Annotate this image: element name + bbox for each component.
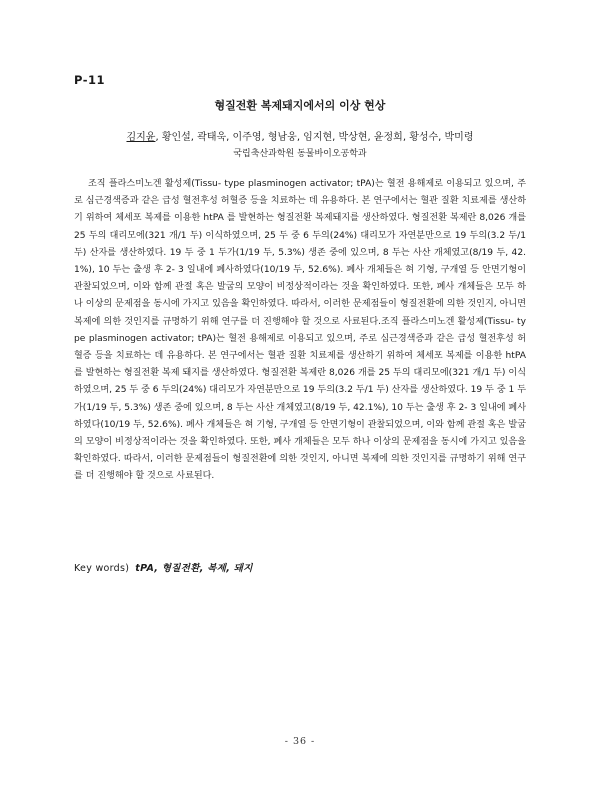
keywords-line: [74, 560, 253, 574]
keywords-label: Key words): [74, 563, 130, 574]
abstract-code: P-11: [74, 73, 106, 87]
presenting-author: 김지윤: [126, 132, 156, 143]
keywords-list: tPA, 형질전환, 복제, 돼지: [135, 563, 253, 574]
abstract-body: 조직 플라스미노겐 활성제(Tissu- type plasminogen activator; tPA)는 혈전 용해제로 이용되고 있으며, 주로 심근경색증과 같은 급성 혈전후성 허혈증 등을 치료하는 데 유용하다. 본 연구에서는 혈관 질환 치료제를 생산하기 위하여 체세포 복제를 이용한 htPA 를 발현하는 형질전환 복제돼지를 생산하였다. 형질전환 복제란 8,026 개를 25 두의 대리모에(321 개/1 두) 이식하였으며, 25 두 중 6 두의(24%) 대리모가 자연분만으로 19 두의(3.2 두/1 두) 산자를 생산하였다. 19 두 중 1 두가(1/19 두, 5.3%) 생존 중에 있으며, 8 두는 사산 개체였고(8/19 두, 42.1%), 10 두는 출생 후 2- 3 일내에 폐사하였다(10/19 두, 52.6%). 폐사 개체들은 혀 기형, 구개열 등 안면기형이 관찰되었으며, 이와 함께 관절 혹은 발굽의 모양이 비정상적이라는 것을 확인하였다. 또한, 폐사 개체들은 모두 하나 이상의 문제점을 동시에 가지고 있음을 확인하였다. 따라서, 이러한 문제점들이 형질전환에 의한 것인지, 아니면 복제에 의한 것인지를 규명하기 위해 연구를 더 진행해야 할 것으로 사료된다.조직 플라스미노겐 활성제(Tissu- type plasminogen activator; tPA)는 혈전 용해제로 이용되고 있으며, 주로 심근경색증과 같은 급성 혈전후성 허혈증 등을 치료하는 데 유용하다. 본 연구에서는 혈관 질환 치료제를 생산하기 위하여 체세포 복제를 이용한 htPA 를 발현하는 형질전환 복제 돼지를 생산하였다. 형질전환 복제란 8,026 개를 25 두의 대리모에(321 개/1 두) 이식하였으며, 25 두 중 6 두의(24%) 대리모가 자연분만으로 19 두의(3.2 두/1 두) 산자를 생산하였다. 19 두 중 1 두가(1/19 두, 5.3%) 생존 중에 있으며, 8 두는 사산 개체였고(8/19 두, 42.1%), 10 두는 출생 후 2- 3 일내에 폐사하였다(10/19 두, 52.6%). 폐사 개체들은 혀 기형, 구개열 등 안면기형이 관찰되었으며, 이와 함께 관절 혹은 발굽의 모양이 비정상적이라는 것을 확인하였다. 또한, 폐사 개체들은 모두 하나 이상의 문제점을 동시에 가지고 있음을 확인하였다. 따라서, 이러한 문제점들이 형질전환에 의한 것인지, 아니면 복제에 의한 것인지를 규명하기 위해 연구를 더 진행해야 할 것으로 사료된다.: [74, 179, 526, 482]
abstract-title: 형질전환 복제돼지에서의 이상 현상: [214, 99, 386, 112]
page-number: - 36 -: [284, 736, 316, 747]
affiliation: 국립축산과학원 동물바이오공학과: [233, 149, 367, 159]
author-list: [0, 128, 600, 143]
co-authors: , 황인설, 곽태욱, 이주영, 형남웅, 임지현, 박상현, 윤정희, 황성수, 박미령: [155, 132, 474, 143]
